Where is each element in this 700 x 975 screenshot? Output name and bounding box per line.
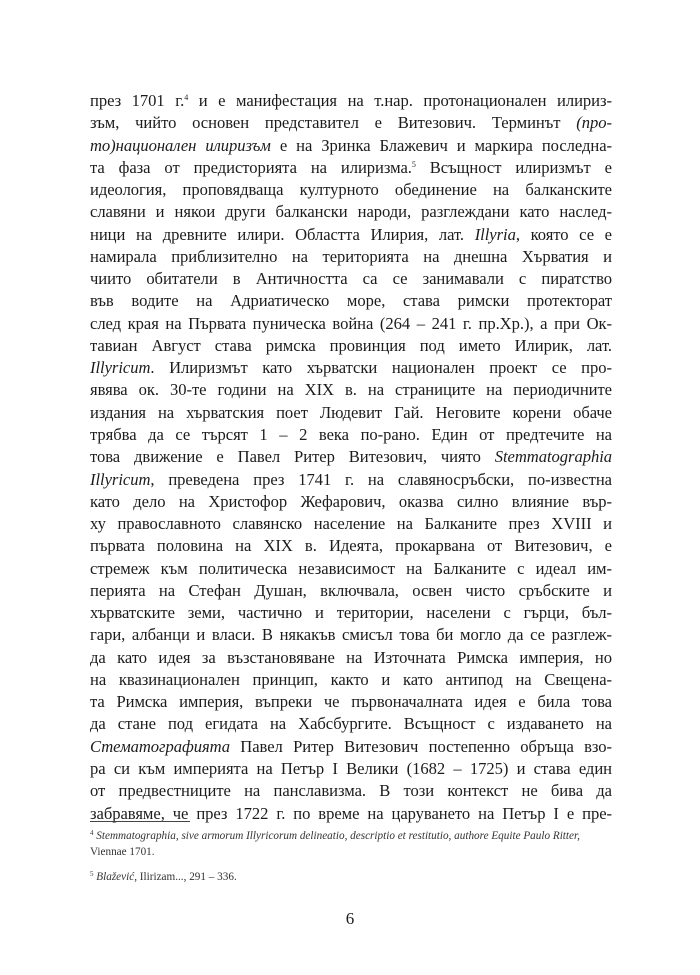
text-run: това движение е Павел Ритер Витезович, чиято — [90, 447, 495, 467]
text-run: ра си към империята на Петър I Велики (1682 – 1725) и става един — [90, 758, 612, 778]
text-run: гари, албанци и власи. В някакъв смисъл това би могло да се разглеж- — [90, 625, 612, 645]
text-line — [90, 313, 612, 335]
text-line — [90, 402, 612, 424]
footnotes — [90, 829, 612, 886]
footnote-number: 5 — [90, 870, 94, 878]
text-run: Всъщност илиризмът е — [415, 157, 612, 177]
text-line — [90, 624, 612, 646]
italic-text: то)национален илиризъм — [90, 135, 271, 155]
text-line — [90, 558, 612, 580]
italic-text: Stemmatographia — [494, 447, 612, 467]
text-run: и е манифестация на т.нар. протонационален илириз- — [188, 91, 612, 110]
text-run: издания на хърватския поет Людевит Гай. Неговите корени обаче — [90, 402, 612, 422]
italic-text: Illyricum — [90, 469, 151, 489]
text-run: стремеж към политическа независимост на Балканите с идеал им- — [90, 558, 612, 578]
text-run: забравяме, че през 1722 г. по време на царуването на Петър I е пре- — [90, 803, 612, 823]
text-line — [90, 713, 612, 735]
text-line — [90, 290, 612, 312]
text-line — [90, 201, 612, 223]
text-run: та фаза от предисторията на илиризма. — [90, 157, 412, 177]
text-run: перията на Стефан Душан, включвала, освен чисто сръбските и — [90, 580, 612, 600]
text-line — [90, 758, 612, 780]
footnote — [90, 829, 612, 860]
text-run: ху православното славянско население на Балканите през XVIII и — [90, 514, 612, 534]
text-line — [90, 535, 612, 557]
text-line — [90, 112, 612, 134]
text-run: като дело на Христофор Жефарович, оказва силно влияние вър- — [90, 491, 612, 511]
text-line — [90, 157, 612, 179]
text-line — [90, 780, 612, 802]
text-run: да като идея за възстановяване на Източната Римска империя, но — [90, 647, 612, 667]
text-run: , която се е — [515, 224, 612, 244]
text-run: тавиан Август става римска провинция под името Илирик, лат. — [90, 335, 612, 355]
text-run: намирала приблизително на територията на днешна Хърватия и — [90, 246, 612, 266]
text-line — [90, 90, 612, 112]
text-run: та Римска империя, въпреки че първоначалната идея е била това — [90, 692, 612, 712]
text-line — [90, 357, 612, 379]
text-run: във водите на Адриатическо море, става римски протекторат — [90, 291, 612, 311]
text-line — [90, 736, 612, 758]
text-line — [90, 246, 612, 268]
text-line — [90, 647, 612, 669]
text-line — [90, 224, 612, 246]
text-run: от предвестниците на панславизма. В този контекст не бива да — [90, 781, 612, 801]
text-line — [90, 669, 612, 691]
text-line — [90, 691, 612, 713]
italic-text: Стематографията — [90, 736, 230, 756]
italic-text: Blažević — [96, 871, 135, 883]
text-line — [90, 580, 612, 602]
footnote-reference: 5 — [411, 159, 416, 169]
text-run: Павел Ритер Витезович постепенно обръща взо- — [230, 736, 612, 756]
text-run: първата половина на XIX в. Идеята, прокарвана от Витезович, е — [90, 536, 612, 556]
text-run: , преведена през 1741 г. на славяносръбски, по-известна — [150, 469, 612, 489]
text-run: на квазинационален принцип, както и като антипод на Свещена- — [90, 669, 612, 689]
text-line — [90, 469, 612, 491]
text-line — [90, 513, 612, 535]
italic-text: Illyricum — [90, 358, 151, 378]
text-run: , Ilirizam..., 291 – 336. — [134, 871, 237, 883]
text-line — [90, 491, 612, 513]
text-line — [90, 446, 612, 468]
text-run: през 1701 г. — [90, 91, 185, 110]
text-line — [90, 268, 612, 290]
text-run: след края на Първата пуническа война (264 – 241 г. пр.Хр.), а при Ок- — [90, 313, 612, 333]
text-run: чиито обитатели в Античността са се занимавали с пиратство — [90, 269, 612, 289]
footnote-separator — [90, 821, 190, 822]
italic-text: Illyria — [474, 224, 516, 244]
italic-text: (про- — [576, 113, 612, 133]
text-line — [90, 602, 612, 624]
text-run: ници на древните илири. Областта Илирия, лат. — [90, 224, 475, 244]
main-text — [90, 90, 612, 825]
text-run: явява ок. 30-те години на XIX в. на страниците на периодичните — [90, 380, 612, 400]
page-number: 6 — [345, 909, 355, 928]
text-line — [90, 135, 612, 157]
text-run: зъм, чийто основен представител е Витезович. Терминът — [90, 113, 577, 133]
text-line — [90, 379, 612, 401]
text-run: . Илиризмът като хърватски национален проект се про- — [150, 358, 612, 378]
text-line — [90, 424, 612, 446]
footnote-number: 4 — [90, 829, 94, 837]
text-run: идеология, проповядваща културното обединение на балканските — [90, 180, 612, 200]
text-run: хърватските земи, частично и територии, населени с гърци, бъл- — [90, 603, 612, 623]
text-run: трябва да се търсят 1 – 2 века по-рано. Един от предтечите на — [90, 424, 612, 444]
text-line — [90, 179, 612, 201]
footnote-continuation: Viennae 1701. — [90, 845, 155, 858]
footnote — [90, 870, 612, 886]
italic-text: Stemmatographia, sive armorum Illyricorum delineatio, descriptio et restitutio, authore Equite Paulo Ritter, — [96, 830, 580, 842]
footnote-reference: 4 — [184, 93, 189, 102]
text-line — [90, 335, 612, 357]
text-run: славяни и някои други балкански народи, разглеждани като наслед- — [90, 202, 612, 222]
text-run: е на Зринка Блажевич и маркира последна- — [270, 135, 612, 155]
text-run: да стане под егидата на Хабсбургите. Всъщност с издаването на — [90, 714, 612, 734]
